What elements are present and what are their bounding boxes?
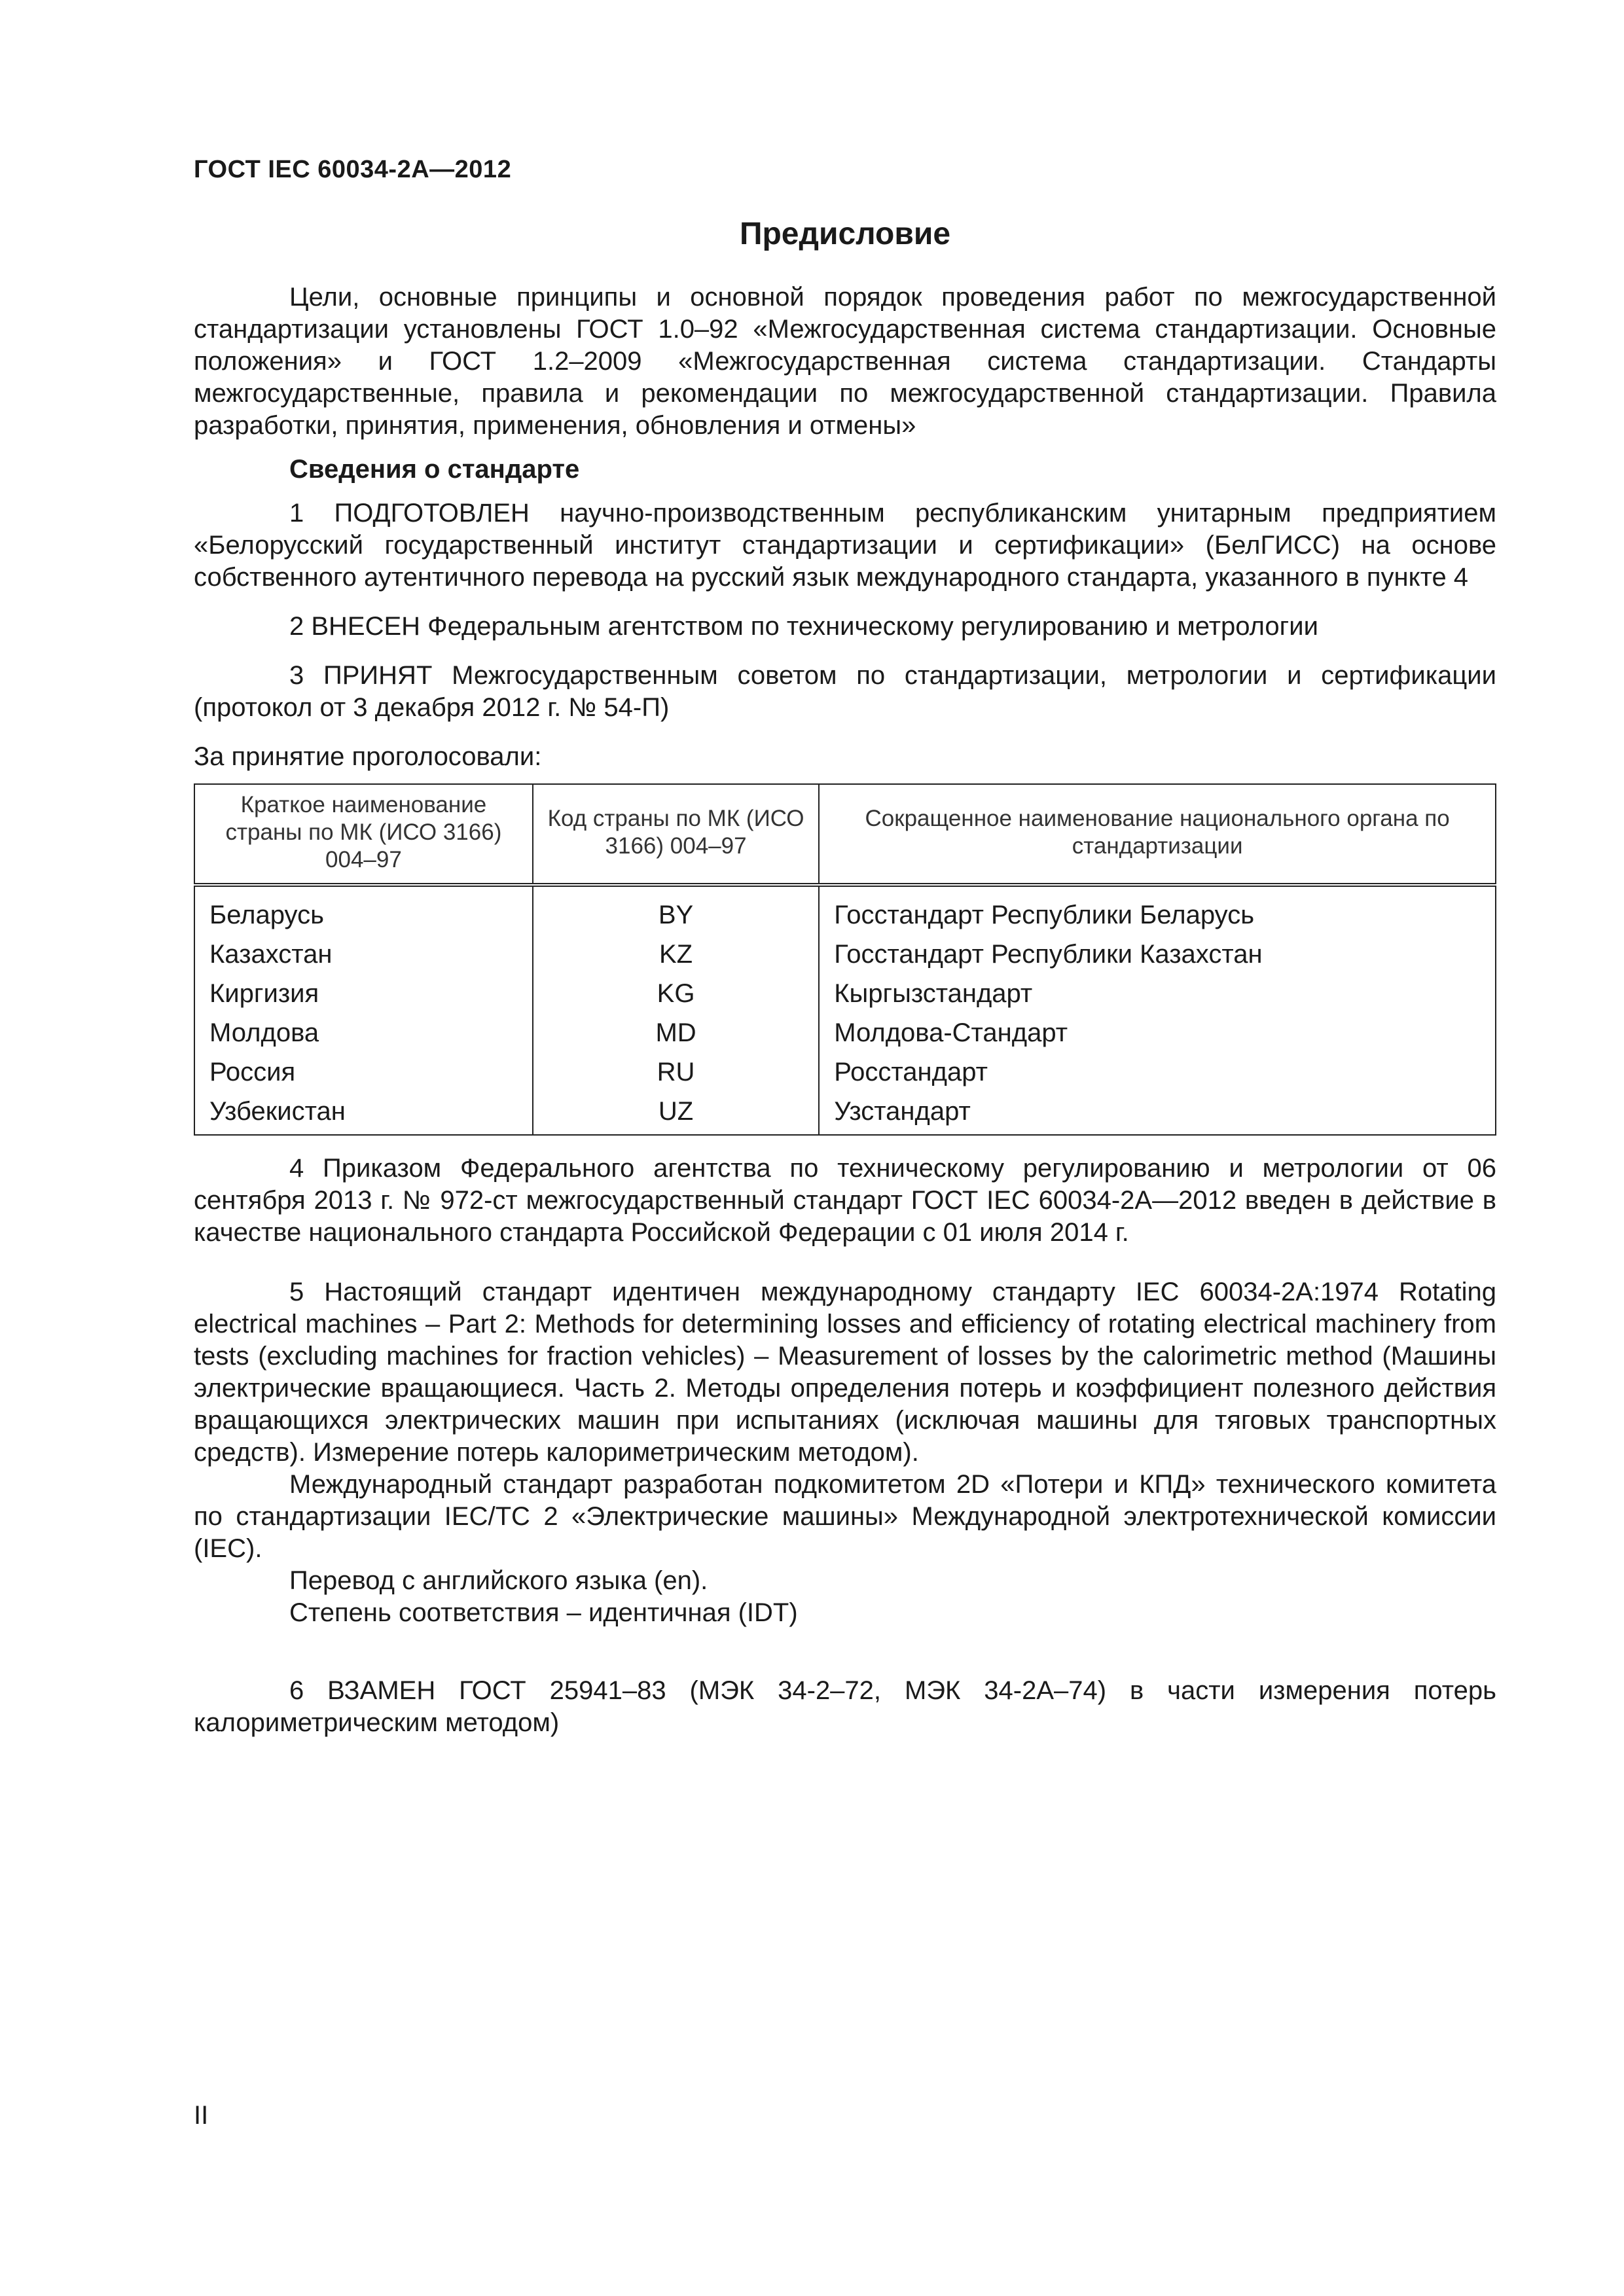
code-cell: BY [533, 885, 819, 935]
table-row [194, 974, 1496, 1013]
country-cell: Казахстан [194, 935, 533, 974]
country-cell: Узбекистан [194, 1092, 533, 1135]
info-heading: Сведения о стандарте [289, 455, 580, 484]
table-row [194, 1092, 1496, 1135]
table-row [194, 935, 1496, 974]
code-cell: UZ [533, 1092, 819, 1135]
column-header-code: Код страны по МК (ИСО 3166) 004–97 [533, 784, 819, 885]
vote-label: За принятие проголосовали: [194, 742, 542, 771]
item-1-paragraph: 1 ПОДГОТОВЛЕН научно-производственным республиканским унитарным предприятием «Белорусский государственный институт стандартизации и сертификации» (БелГИСС) на основе собственного аутентичного перевода на русский язык международного стандарта, указанного в пункте 4 [194, 499, 1496, 592]
code-cell: KG [533, 974, 819, 1013]
country-cell: Беларусь [194, 885, 533, 935]
country-cell: Россия [194, 1052, 533, 1092]
page-number: II [194, 2101, 209, 2130]
code-cell: MD [533, 1013, 819, 1052]
item-5-translation-note: Перевод с английского языка (en). [289, 1566, 708, 1595]
page-title: Предисловие [739, 217, 951, 251]
item-5-committee-paragraph: Международный стандарт разработан подкомитетом 2D «Потери и КПД» технического комитета по стандартизации IEC/TC 2 «Электрические машины» Международной электротехнической комиссии (IEC). [194, 1470, 1496, 1563]
country-cell: Киргизия [194, 974, 533, 1013]
voting-countries-table [194, 783, 1496, 1136]
authority-cell: Госстандарт Республики Беларусь [819, 885, 1496, 935]
authority-cell: Узстандарт [819, 1092, 1496, 1135]
column-header-authority: Сокращенное наименование национального органа по стандартизации [819, 784, 1496, 885]
item-6-paragraph: 6 ВЗАМЕН ГОСТ 25941–83 (МЭК 34-2–72, МЭК 34-2А–74) в части измерения потерь калориметрическим методом) [194, 1676, 1496, 1737]
authority-cell: Молдова-Стандарт [819, 1013, 1496, 1052]
item-2-paragraph: 2 ВНЕСЕН Федеральным агентством по техническому регулированию и метрологии [289, 612, 1318, 641]
authority-cell: Росстандарт [819, 1052, 1496, 1092]
table-row [194, 1052, 1496, 1092]
table-header-row [194, 784, 1496, 885]
document-code-header: ГОСТ IEC 60034-2A—2012 [194, 156, 512, 183]
table-row [194, 1013, 1496, 1052]
code-cell: RU [533, 1052, 819, 1092]
country-cell: Молдова [194, 1013, 533, 1052]
item-5-paragraph: 5 Настоящий стандарт идентичен международному стандарту IEC 60034-2A:1974 Rotating electrical machines – Part 2: Methods for determining losses and efficiency of rotating electrical machinery from tests (excluding machines for fraction vehicles) – Measurement of losses by the calorimetric method (Машины электрические вращающиеся. Часть 2. Методы определения потерь и коэффициент полезного действия вращающихся электрических машин при испытаниях (исключая машины для тяговых транспортных средств). Измерение потерь калориметрическим методом). [194, 1278, 1496, 1467]
item-4-paragraph: 4 Приказом Федерального агентства по техническому регулированию и метрологии от 06 сентября 2013 г. № 972-ст межгосударственный стандарт ГОСТ IEC 60034-2A—2012 введен в действие в качестве национального стандарта Российской Федерации с 01 июля 2014 г. [194, 1154, 1496, 1247]
item-3-paragraph: 3 ПРИНЯТ Межгосударственным советом по стандартизации, метрологии и сертификации (протокол от 3 декабря 2012 г. № 54-П) [194, 661, 1496, 722]
intro-paragraph: Цели, основные принципы и основной порядок проведения работ по межгосударственной стандартизации установлены ГОСТ 1.0–92 «Межгосударственная система стандартизации. Основные положения» и ГОСТ 1.2–2009 «Межгосударственная система стандартизации. Стандарты межгосударственные, правила и рекомендации по межгосударственной стандартизации. Правила разработки, принятия, применения, обновления и отмены» [194, 283, 1496, 440]
code-cell: KZ [533, 935, 819, 974]
column-header-country: Краткое наименование страны по МК (ИСО 3166) 004–97 [194, 784, 533, 885]
item-5-conformity-note: Степень соответствия – идентичная (IDT) [289, 1598, 798, 1627]
table-row [194, 885, 1496, 935]
preface-body [194, 281, 1496, 1739]
authority-cell: Кыргызстандарт [819, 974, 1496, 1013]
authority-cell: Госстандарт Республики Казахстан [819, 935, 1496, 974]
